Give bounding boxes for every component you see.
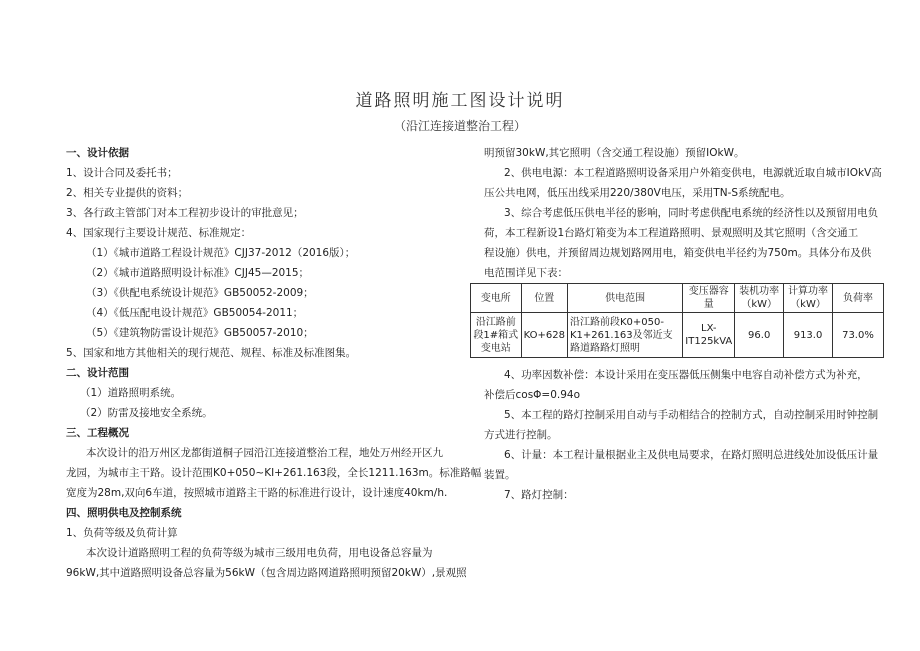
paragraph-line: 7、路灯控制： [504,489,574,501]
paragraph-line: 程设施）供电，并预留周边规划路网用电，箱变供电半径约为750m。具体分布及供 [484,247,872,259]
page-subtitle: （沿江连接道整治工程） [393,119,526,133]
table-header: 变压器容量 [683,284,735,313]
cell-computed-power: 913.0 [784,313,833,358]
list-item: 2、相关专业提供的资料； [66,187,189,199]
left-column [66,143,482,583]
paragraph-line: 荷，本工程新设1台路灯箱变为本工程道路照明、景观照明及其它照明（含交通工 [484,227,859,239]
paragraph-line: 明预留30kW,其它照明（含交通工程设施）预留IOkW。 [484,147,745,159]
table-header: 位置 [521,284,567,313]
section-heading-design-scope: 二、设计范围 [66,367,129,379]
cell-station: 沿江路前段1#箱式变电站 [471,313,522,358]
section-heading-project-overview: 三、工程概况 [66,427,129,439]
section-heading-design-basis: 一、设计依据 [66,147,129,159]
paragraph-line: 装置。 [484,469,516,481]
norm-item: （2）《城市道路照明设计标准》CJJ45—2015； [86,267,310,279]
paragraph-line: 5、本工程的路灯控制采用自动与手动相结合的控制方式，自动控制采用时钟控制 [504,409,879,421]
cell-transformer: LX-IT125kVA [683,313,735,358]
paragraph-line: 压公共电网，低压出线采用220/380V电压，采用TN-S系统配电。 [484,187,791,199]
section-heading-power-control: 四、照明供电及控制系统 [66,507,182,519]
subsection-heading: 1、负荷等级及负荷计算 [66,527,178,539]
paragraph-line: 电范围详见下表： [484,267,568,279]
paragraph-line: 方式进行控制。 [484,429,558,441]
table-header: 供电范围 [568,284,683,313]
substation-table [470,283,884,358]
right-column [484,143,884,283]
norm-item: （1）《城市道路工程设计规范》CJJ37-2012（2016版）； [86,247,356,259]
cell-load-rate: 73.0% [832,313,883,358]
table-header: 计算功率（kW） [784,284,833,313]
paragraph-line: 补偿后cosΦ=0.94o [484,389,581,401]
cell-range: 沿江路前段K0+050-K1+261.163及邻近支路道路路灯照明 [568,313,683,358]
list-item: 4、国家现行主要设计规范、标准规定： [66,227,252,239]
cell-location: KO+628 [521,313,567,358]
list-item: （2）防雷及接地安全系统。 [80,407,213,419]
table-row [471,313,884,358]
paragraph-line: 本次设计的沿万州区龙都街道桐子园沿江连接道整治工程，地处万州经开区九 [86,447,443,459]
table-header: 变电所 [471,284,522,313]
norm-item: （3）《供配电系统设计规范》GB50052-2009； [86,287,314,299]
norm-item: （5）《建筑物防雷设计规范》GB50057-2010； [86,327,314,339]
norm-item: （4）《低压配电设计规范》GB50054-2011； [86,307,304,319]
paragraph-line: 龙园，为城市主干路。设计范围K0+050~KI+261.163段，全长1211.163m。标准路幅 [66,467,482,479]
paragraph-line: 宽度为28m,双向6车道，按照城市道路主干路的标准进行设计，设计速度40km/h. [66,487,448,499]
list-item: 1、设计合同及委托书； [66,167,178,179]
table-header-row [471,284,884,313]
cell-installed-power: 96.0 [735,313,784,358]
paragraph-line: 本次设计道路照明工程的负荷等级为城市三级用电负荷，用电设备总容量为 [86,547,433,559]
table-header: 装机功率（kW） [735,284,784,313]
paragraph-line: 4、功率因数补偿：本设计采用在变压器低压侧集中电容自动补偿方式为补充， [504,369,868,381]
list-item: 3、各行政主管部门对本工程初步设计的审批意见； [66,207,304,219]
paragraph-line: 3、综合考虑低压供电半径的影响，同时考虑供配电系统的经济性以及预留用电负 [504,207,879,219]
list-item: （1）道路照明系统。 [80,387,182,399]
paragraph-line: 2、供电电源：本工程道路照明设备采用户外箱变供电，电源就近取自城市IOkV高 [504,167,882,179]
list-item: 5、国家和地方其他相关的现行规范、规程、标准及标准图集。 [66,347,357,359]
paragraph-line: 96kW,其中道路照明设备总容量为56kW（包含周边路网道路照明预留20kW）,景观照 [66,567,467,579]
page-title: 道路照明施工图设计说明 [355,91,565,111]
paragraph-line: 6、计量：本工程计量根据业主及供电局要求，在路灯照明总进线处加设低压计量 [504,449,879,461]
right-column-lower [484,365,884,505]
table-header: 负荷率 [832,284,883,313]
